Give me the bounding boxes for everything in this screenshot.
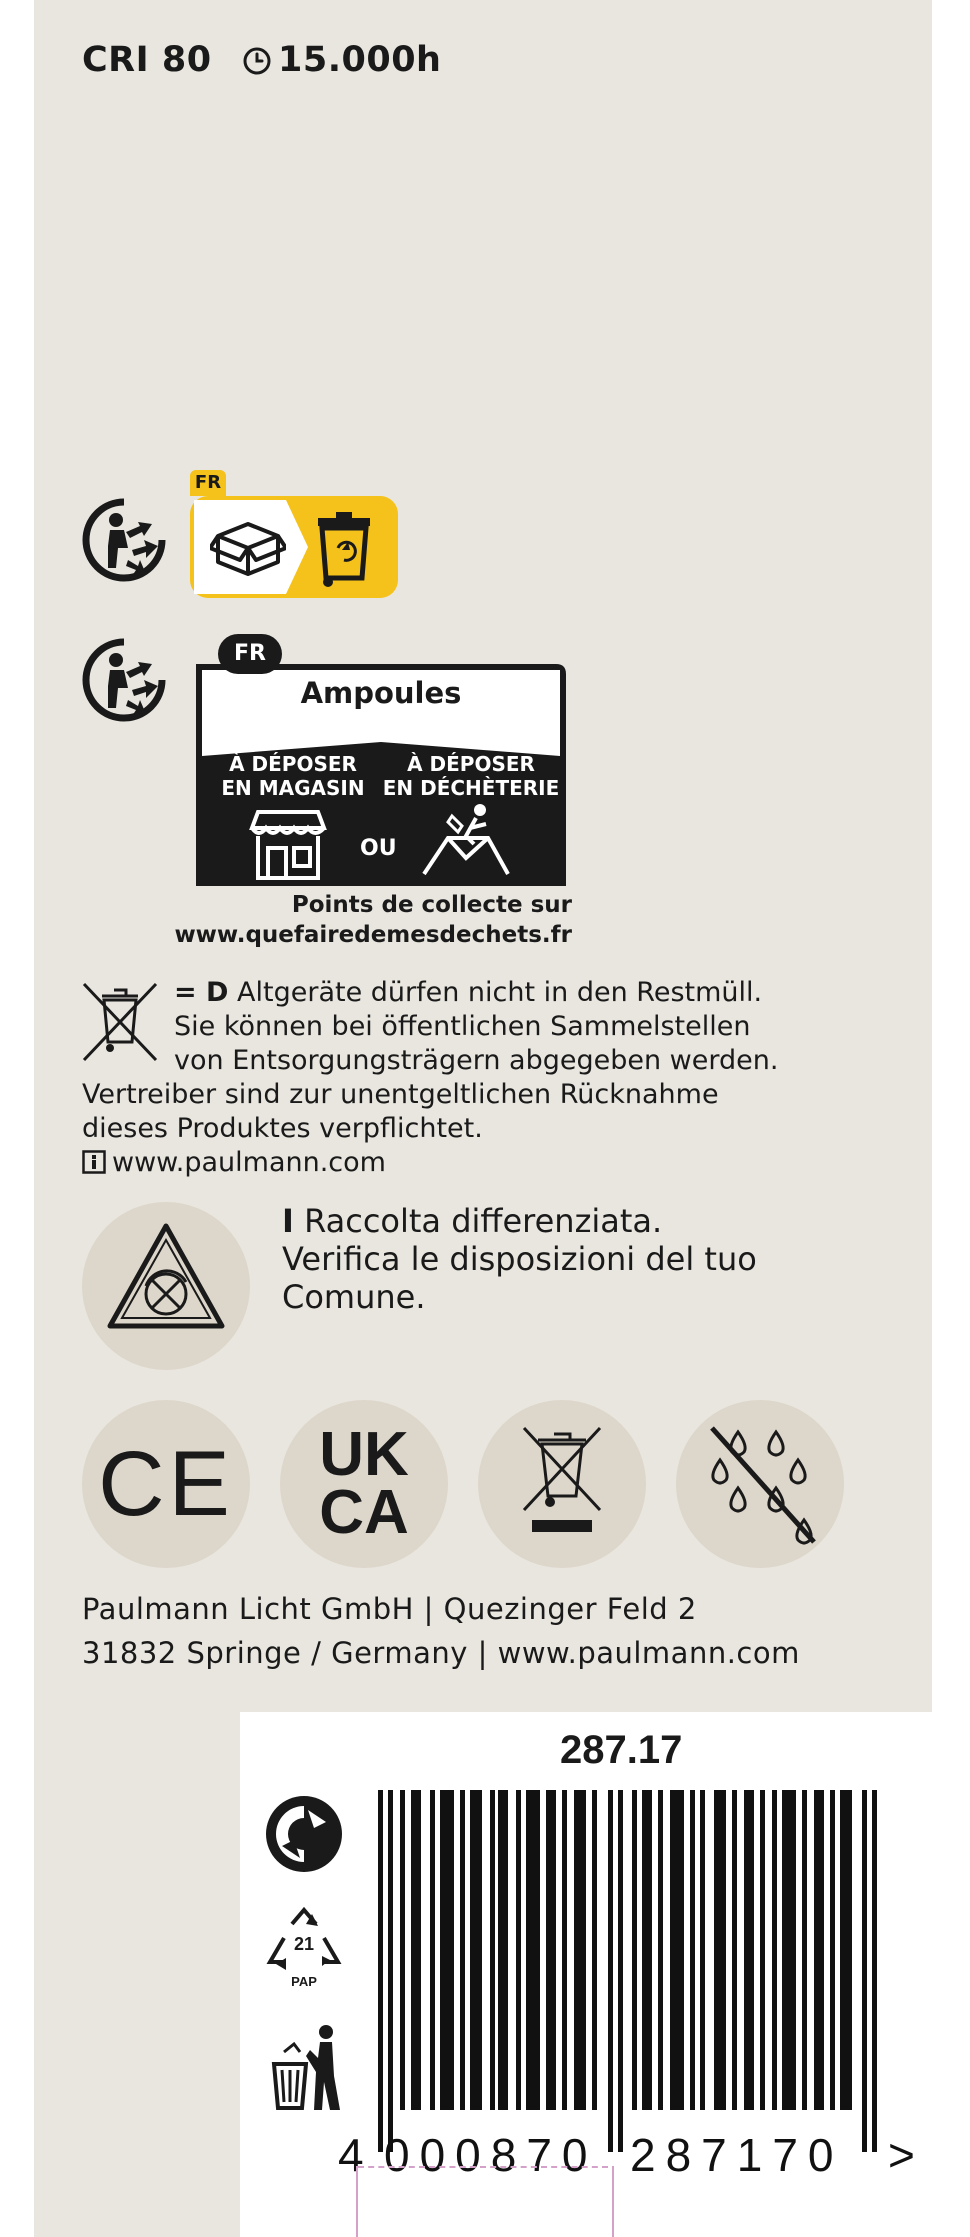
- it-notice-line1-text: Raccolta differenziata.: [304, 1202, 663, 1240]
- product-category-title: Ampoules: [300, 676, 462, 710]
- de-notice-line5: dieses Produktes verpflichtet.: [82, 1113, 483, 1144]
- triman-icon: [80, 496, 168, 584]
- triman-icon: [80, 636, 168, 724]
- collection-points-url: www.quefairedemesdechets.fr: [174, 922, 572, 948]
- box-icon: [210, 514, 286, 580]
- it-notice-line3: Comune.: [282, 1278, 426, 1316]
- de-notice-line3: von Entsorgungsträgern abgegeben werden.: [174, 1045, 779, 1076]
- manufacturer-address-line2: 31832 Springe / Germany | www.paulmann.com: [82, 1636, 800, 1670]
- not-waterproof-badge: [676, 1400, 844, 1568]
- info-icon: [82, 1150, 106, 1174]
- store-dropoff-label: [206, 752, 380, 800]
- article-number: 287.17: [560, 1728, 683, 1772]
- it-notice-line2: Verifica le disposizioni del tuo: [282, 1240, 757, 1278]
- it-notice-prefix: I: [282, 1202, 294, 1240]
- de-notice-line4: Vertreiber sind zur unentgeltlichen Rücknahme: [82, 1079, 719, 1110]
- clock-icon: [242, 46, 272, 76]
- recycling-material: PAP: [291, 1974, 317, 1989]
- waste-center-dropoff-line1: À DÉPOSER: [407, 752, 535, 776]
- ukca-mark-bottom: CA: [319, 1478, 409, 1547]
- weee-mark-badge: [478, 1400, 646, 1568]
- trim-mark: [356, 2166, 614, 2237]
- recycling-bin-icon: [314, 508, 374, 588]
- de-notice-website: www.paulmann.com: [112, 1147, 386, 1178]
- waste-center-dropoff-line2: EN DÉCHÈTERIE: [382, 776, 560, 800]
- de-notice-line2: Sie können bei öffentlichen Sammelstellen: [174, 1011, 751, 1042]
- recycling-code-icon: [262, 1904, 346, 1992]
- fr-flag-tag: [190, 470, 226, 496]
- ukca-mark-badge: [280, 1400, 448, 1568]
- no-water-icon: [676, 1400, 844, 1568]
- barcode-quiet-zone-arrow: >: [888, 2129, 915, 2181]
- green-dot-icon: [262, 1792, 346, 1876]
- crossed-bin-icon: [80, 980, 160, 1064]
- store-icon: [246, 806, 330, 882]
- waste-center-dropoff-label: [376, 752, 566, 800]
- recycling-code-number: 21: [293, 1934, 315, 1954]
- cri-value: CRI 80: [82, 40, 212, 80]
- barcode-first-digit: 4: [338, 2129, 374, 2181]
- ce-mark: CE: [98, 1433, 234, 1535]
- trim-mark-dash: [358, 2166, 608, 2168]
- de-notice-prefix: = D: [174, 977, 229, 1008]
- crossed-bin-icon: [478, 1400, 646, 1568]
- store-dropoff-line1: À DÉPOSER: [229, 752, 357, 776]
- barcode-right-group: 287170: [630, 2129, 844, 2181]
- store-dropoff-line2: EN MAGASIN: [221, 776, 365, 800]
- ce-mark-badge: [82, 1400, 250, 1568]
- tidyman-icon: [270, 2022, 342, 2114]
- or-label: OU: [360, 836, 397, 861]
- de-notice-line1: [174, 976, 762, 1009]
- fr-flag-label: FR: [194, 472, 222, 493]
- ean-barcode: [378, 1790, 886, 2152]
- barcode-left-group: 000870: [384, 2129, 598, 2181]
- fr-flag-circle: [218, 634, 282, 674]
- fr-flag-label: FR: [234, 641, 266, 666]
- lifetime-value: 15.000h: [278, 40, 442, 80]
- ukca-mark-top: UK: [319, 1420, 409, 1489]
- collection-triangle-badge: [82, 1202, 250, 1370]
- waste-center-icon: [418, 798, 514, 882]
- it-notice-line1: [282, 1202, 662, 1240]
- de-notice-line1-text: Altgeräte dürfen nicht in den Restmüll.: [237, 977, 763, 1008]
- manufacturer-address-line1: Paulmann Licht GmbH | Quezinger Feld 2: [82, 1592, 697, 1626]
- collection-points-label: Points de collecte sur: [291, 892, 572, 918]
